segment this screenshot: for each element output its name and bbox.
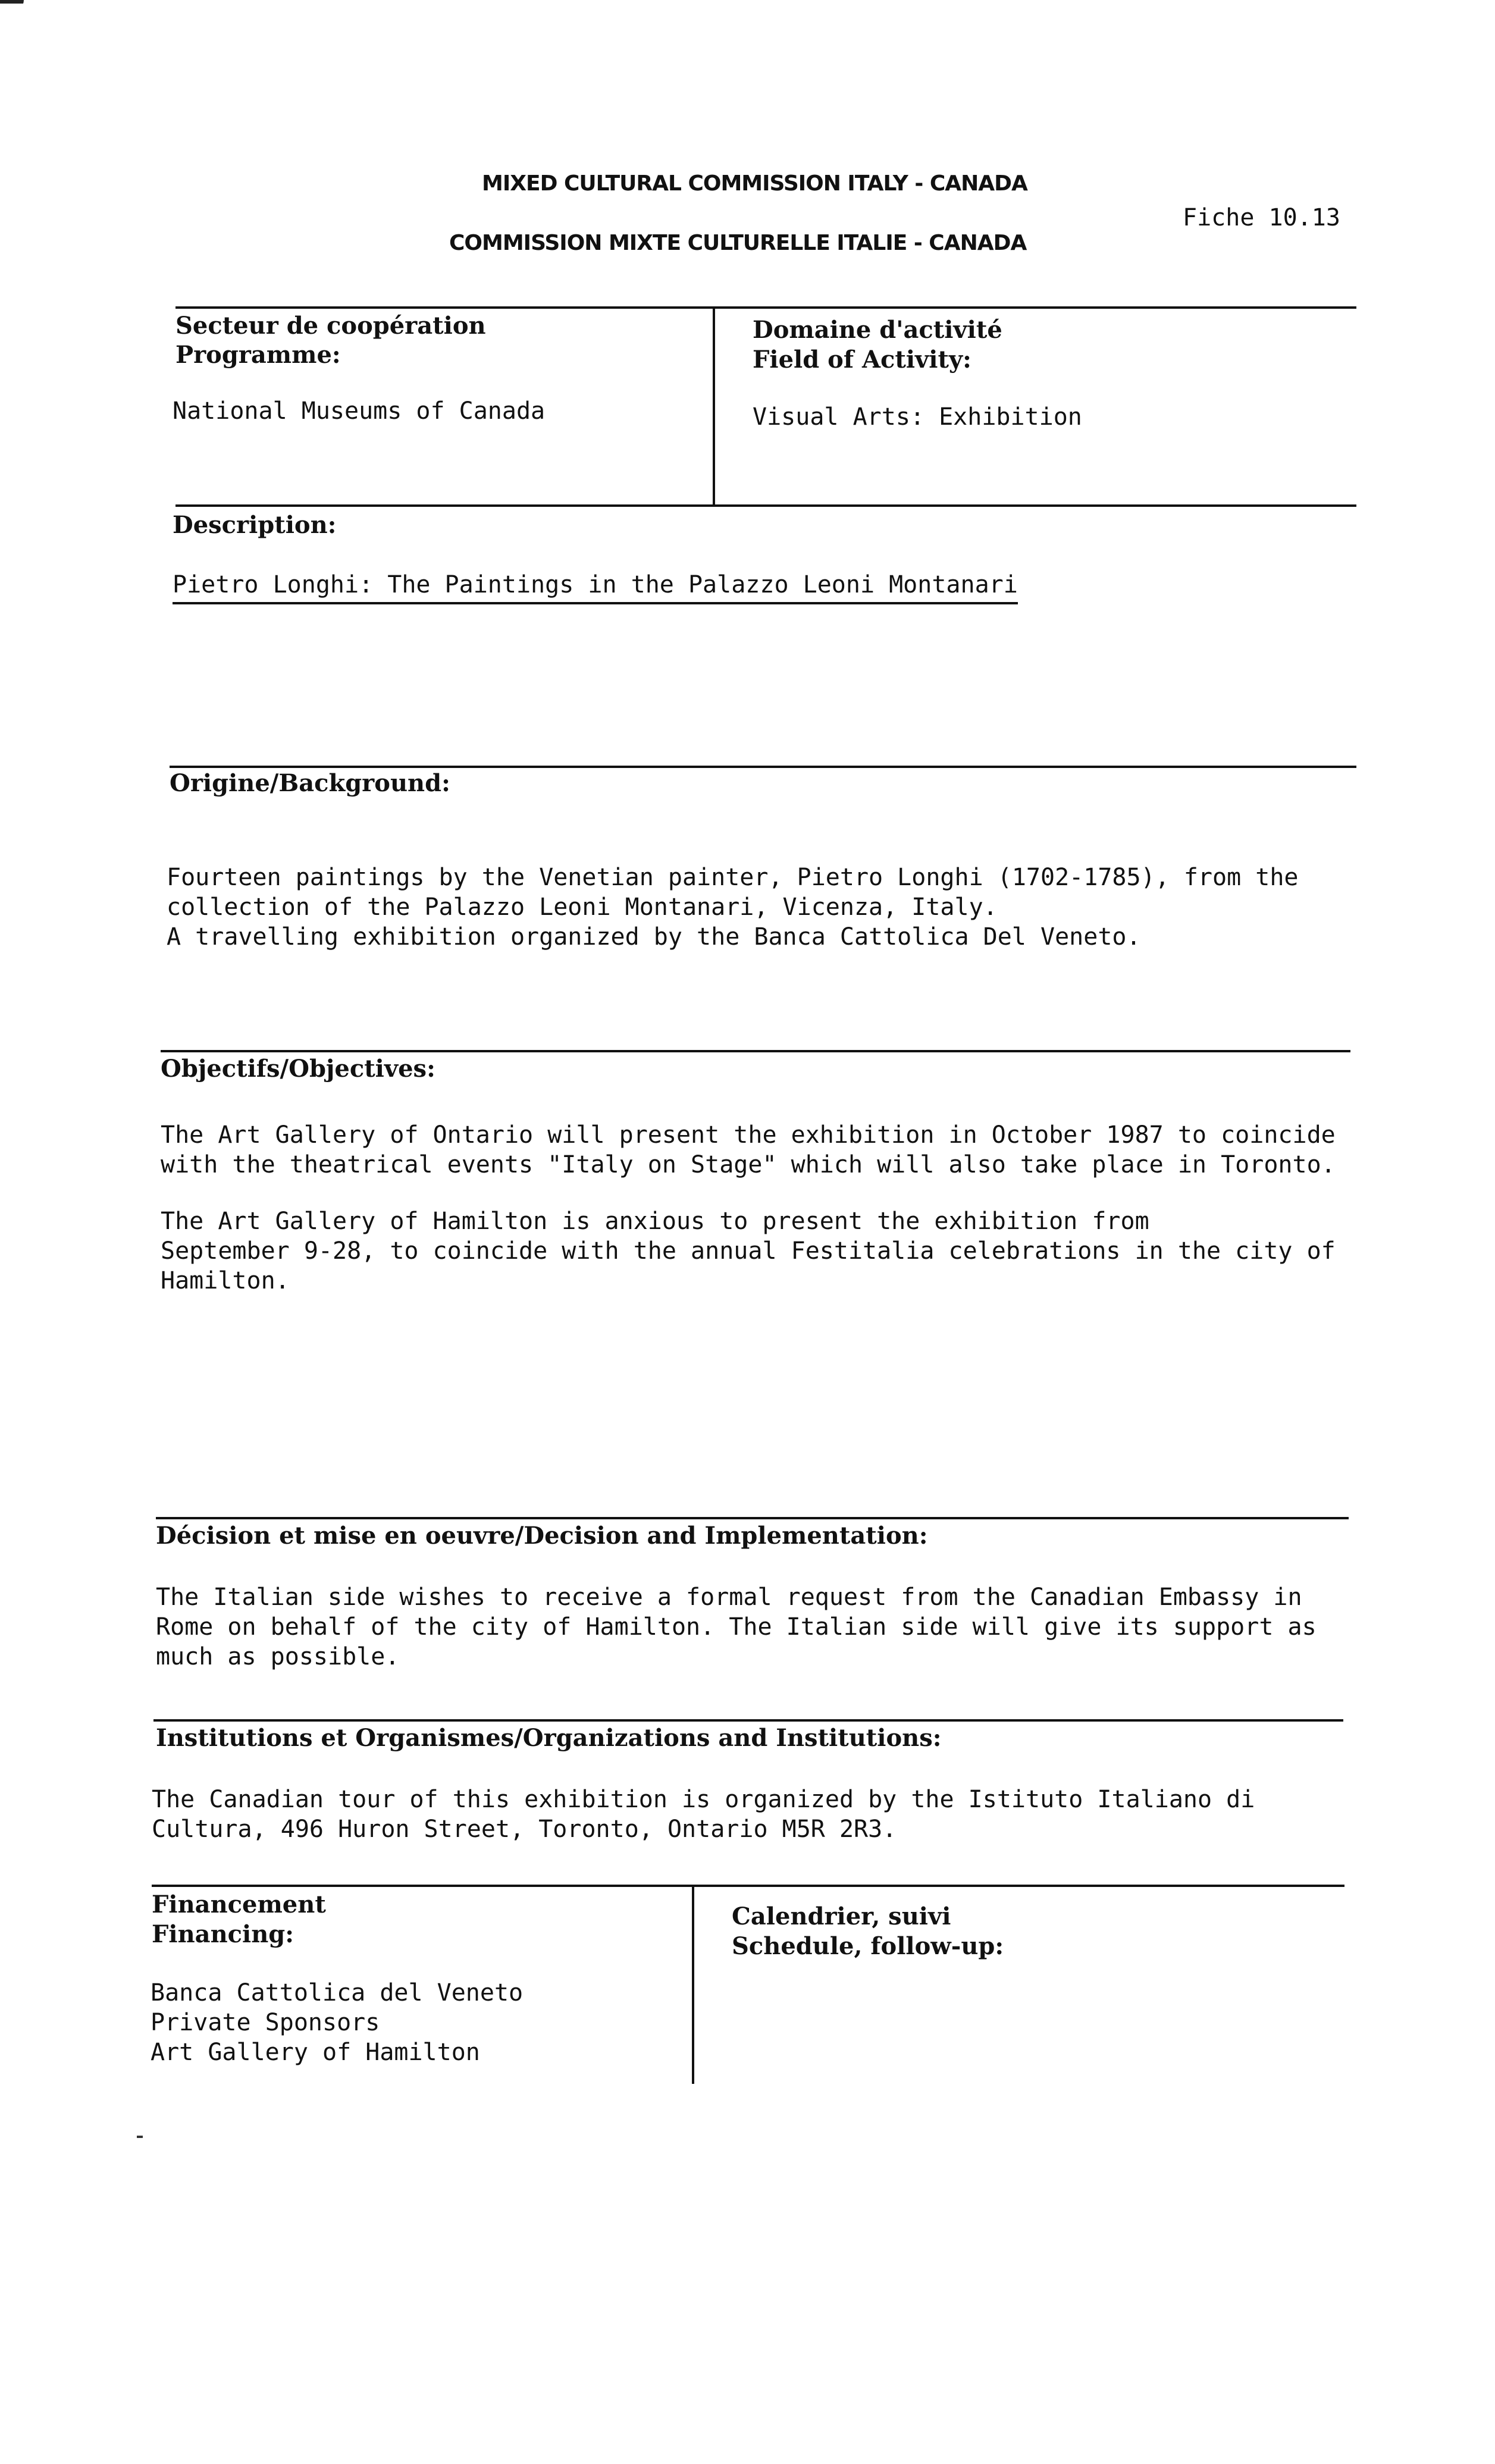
institutions-text: The Canadian tour of this exhibition is organized by the Istituto Italiano di Cultura, 496 Huron Street, Toronto, Ontario M5R 2R3. bbox=[152, 1786, 1255, 1843]
financing-item: Art Gallery of Hamilton bbox=[151, 2039, 480, 2066]
rule-objectives bbox=[161, 1050, 1350, 1052]
rule-vertical-bottom bbox=[692, 1885, 694, 2084]
domain-label-en: Field of Activity: bbox=[753, 346, 971, 374]
decision-text: The Italian side wishes to receive a formal request from the Canadian Embassy in Rome on behalf of the city of Hamilton. The Italian side will give its support as much as possible. bbox=[156, 1584, 1317, 1670]
description-label: Description: bbox=[173, 511, 337, 539]
objectives-paragraph-2: The Art Gallery of Hamilton is anxious to present the exhibition from September 9-28, to coincide with the annual Festitalia celebrations in the city of Hamilton. bbox=[161, 1208, 1336, 1294]
sector-label-en: Programme: bbox=[175, 341, 341, 369]
financing-label-fr: Financement bbox=[152, 1891, 326, 1918]
rule-description bbox=[175, 504, 1356, 507]
rule-bottom-table bbox=[152, 1885, 1344, 1887]
sector-value: National Museums of Canada bbox=[173, 397, 546, 425]
description-value: Pietro Longhi: The Paintings in the Palazzo Leoni Montanari bbox=[173, 571, 1018, 604]
schedule-label-en: Schedule, follow-up: bbox=[732, 1932, 1004, 1960]
objectives-label: Objectifs/Objectives: bbox=[161, 1055, 435, 1083]
title-english: MIXED CULTURAL COMMISSION ITALY - CANADA bbox=[482, 171, 1027, 196]
title-french: COMMISSION MIXTE CULTURELLE ITALIE - CANADA bbox=[449, 231, 1027, 255]
decision-label: Décision et mise en oeuvre/Decision and Implementation: bbox=[156, 1522, 928, 1550]
domain-value: Visual Arts: Exhibition bbox=[753, 403, 1082, 431]
rule-decision bbox=[156, 1517, 1349, 1519]
rule-vertical-top bbox=[713, 306, 715, 506]
domain-label-fr: Domaine d'activité bbox=[753, 316, 1002, 344]
rule-institutions bbox=[153, 1719, 1343, 1722]
rule-background bbox=[170, 766, 1356, 768]
financing-label-en: Financing: bbox=[152, 1920, 294, 1948]
financing-item: Private Sponsors bbox=[151, 2009, 380, 2036]
background-text: Fourteen paintings by the Venetian painter, Pietro Longhi (1702-1785), from the collection of the Palazzo Leoni Montanari, Vicenza, Italy. A travelling exhibition organized by the Banca Cattolica Del Veneto. bbox=[167, 864, 1299, 951]
sector-label-fr: Secteur de coopération bbox=[175, 312, 486, 340]
background-label: Origine/Background: bbox=[170, 769, 450, 797]
institutions-label: Institutions et Organismes/Organizations and Institutions: bbox=[156, 1724, 942, 1752]
fiche-number: Fiche 10.13 bbox=[1183, 204, 1340, 231]
scan-speck bbox=[137, 2136, 143, 2138]
rule-top bbox=[175, 306, 1356, 309]
objectives-paragraph-1: The Art Gallery of Ontario will present the exhibition in October 1987 to coincide with the theatrical events "Italy on Stage" which will also take place in Toronto. bbox=[161, 1121, 1336, 1178]
financing-item: Banca Cattolica del Veneto bbox=[151, 1979, 524, 2007]
scan-corner-mark bbox=[0, 0, 24, 12]
schedule-label-fr: Calendrier, suivi bbox=[732, 1902, 951, 1930]
